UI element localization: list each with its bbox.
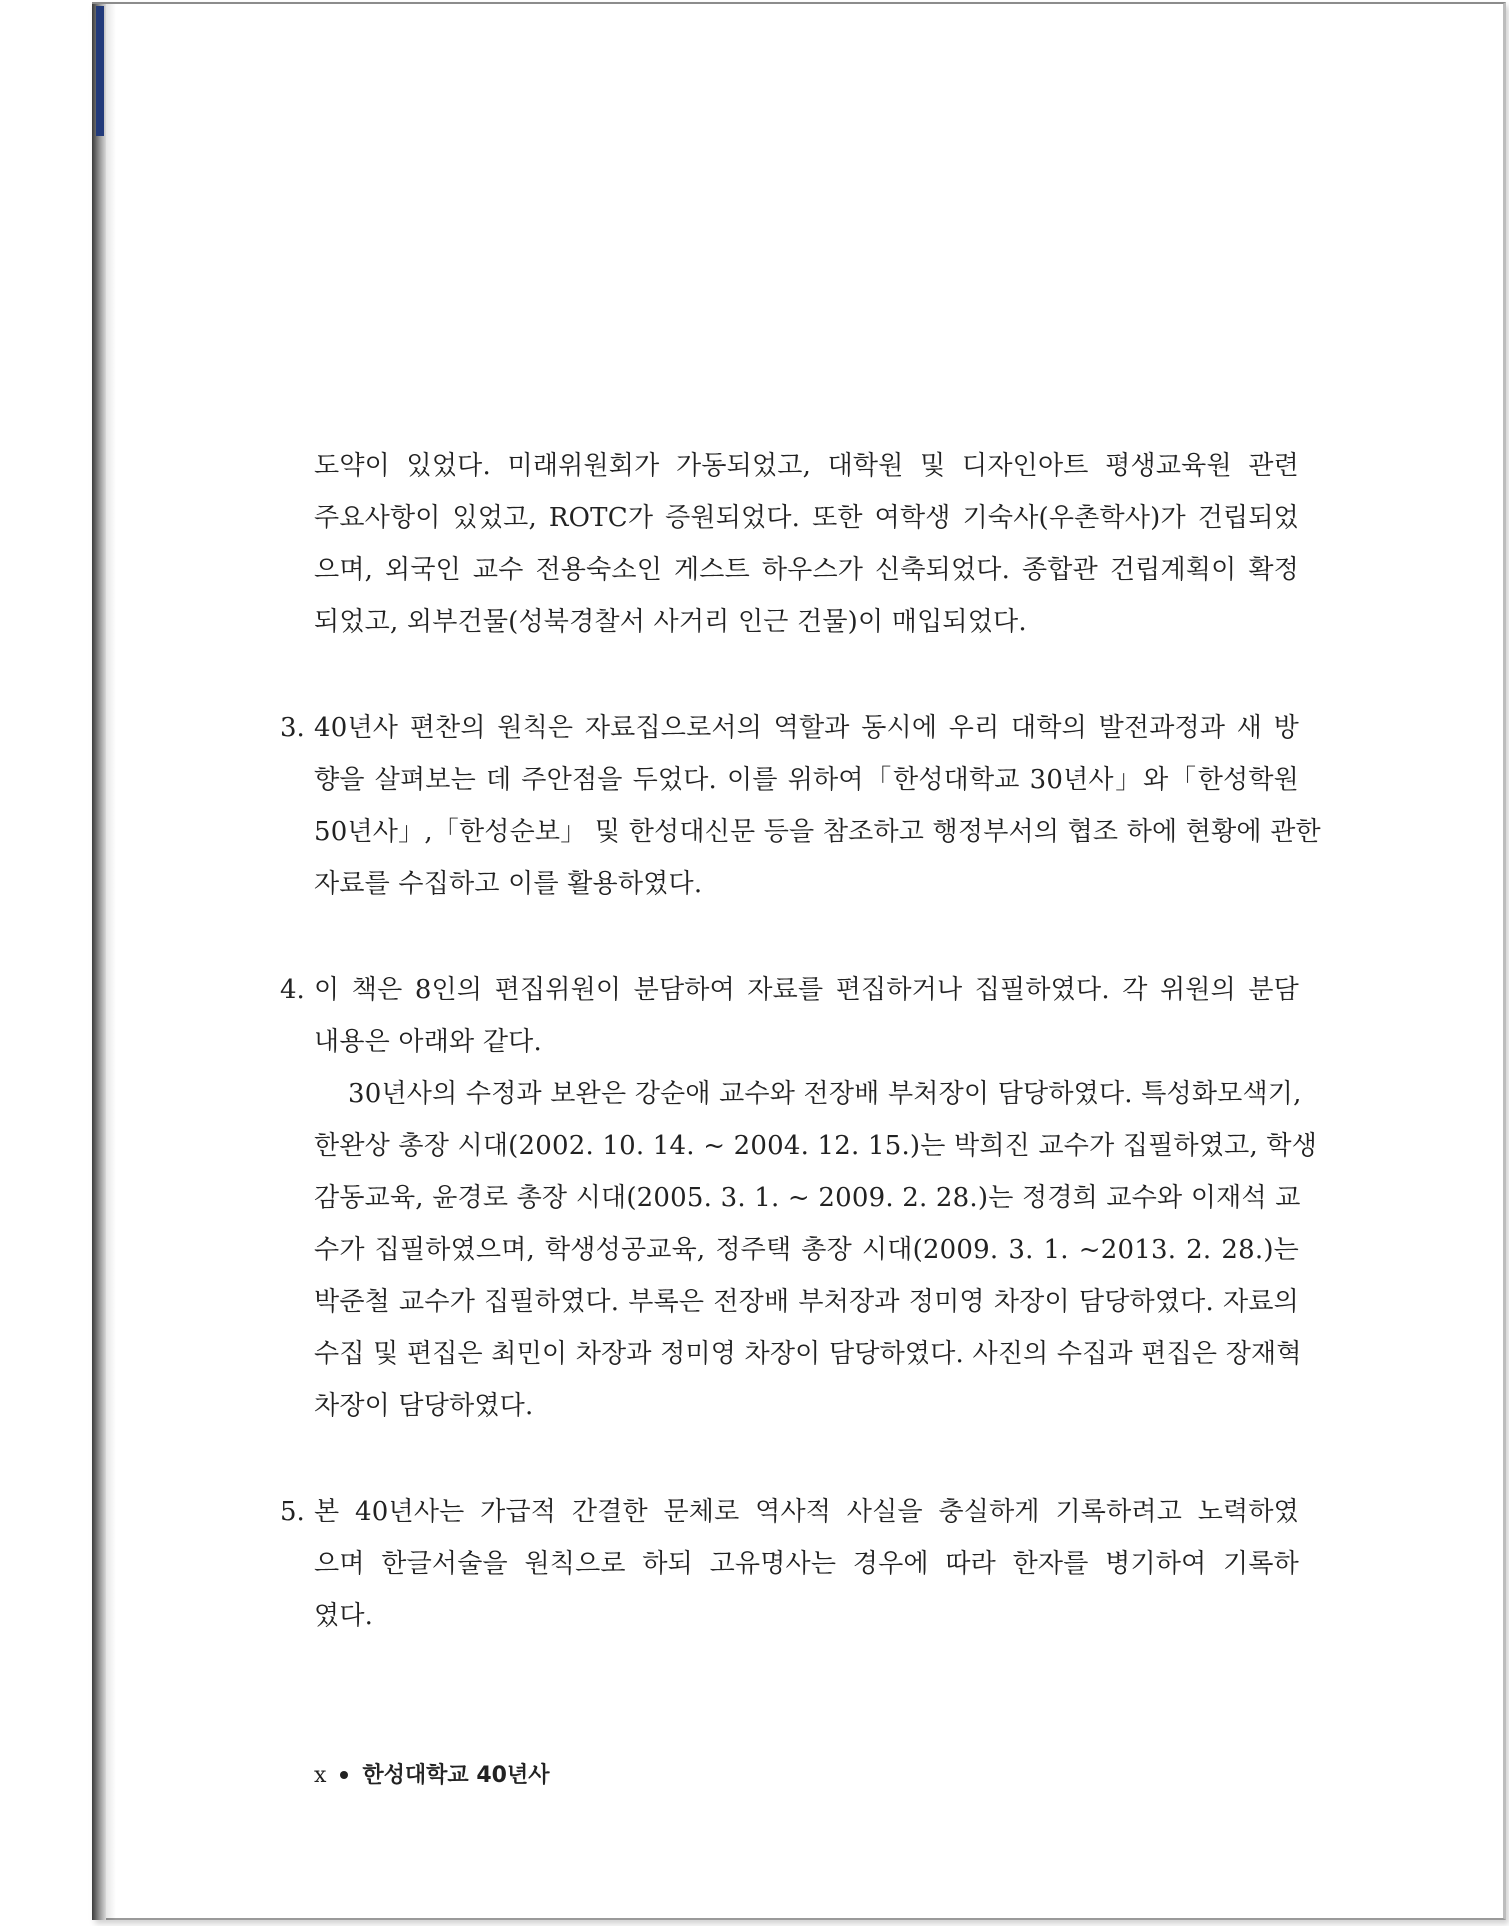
book-spine (92, 4, 106, 1920)
text-line: 30년사의 수정과 보완은 강순애 교수와 전장배 부처장이 담당하였다. 특성화모색기, (348, 1079, 1302, 1109)
sub-paragraph (314, 1068, 1318, 1432)
page-number: x (314, 1763, 327, 1788)
list-item-3 (280, 702, 1321, 910)
text-line: 되었고, 외부건물(성북경찰서 사거리 인근 건물)이 매입되었다. (314, 607, 1027, 637)
text-line: 수가 집필하였으며, 학생성공교육, 정주택 총장 시대(2009. 3. 1. ~2013. 2. 28.)는 (314, 1235, 1299, 1265)
text-line: 50년사」,「한성순보」 및 한성대신문 등을 참조하고 행정부서의 협조 하에 현황에 관한 (314, 817, 1321, 847)
text-line: 였다. (314, 1601, 374, 1631)
text-line: 도약이 있었다. 미래위원회가 가동되었고, 대학원 및 디자인아트 평생교육원 관련 (314, 451, 1299, 481)
text-line: 한완상 총장 시대(2002. 10. 14. ~ 2004. 12. 15.)는 박희진 교수가 집필하였고, 학생 (314, 1131, 1318, 1161)
page-content (280, 440, 1321, 1696)
bullet-icon (340, 1771, 348, 1779)
text-line: 본 40년사는 가급적 간결한 문체로 역사적 사실을 충실하게 기록하려고 노력하였 (314, 1497, 1299, 1527)
text-line: 이 책은 8인의 편집위원이 분담하여 자료를 편집하거나 집필하였다. 각 위원의 분담 (314, 975, 1299, 1005)
text-line: 자료를 수집하고 이를 활용하였다. (314, 869, 703, 899)
text-line: 주요사항이 있었고, ROTC가 증원되었다. 또한 여학생 기숙사(우촌학사)가 건립되었 (314, 503, 1299, 533)
item-number: 5. (280, 1497, 305, 1527)
text-line: 차장이 담당하였다. (314, 1391, 534, 1421)
text-line: 내용은 아래와 같다. (314, 1027, 542, 1057)
spine-color-band (96, 6, 104, 136)
page-footer (314, 1760, 549, 1792)
running-title: 한성대학교 40년사 (362, 1763, 550, 1788)
spine-shadow (106, 4, 116, 1920)
text-line: 향을 살펴보는 데 주안점을 두었다. 이를 위하여「한성대학교 30년사」와「한성학원 (314, 765, 1299, 795)
text-line: 으며, 외국인 교수 전용숙소인 게스트 하우스가 신축되었다. 종합관 건립계획이 확정 (314, 555, 1299, 585)
text-line: 감동교육, 윤경로 총장 시대(2005. 3. 1. ~ 2009. 2. 28.)는 정경희 교수와 이재석 교 (314, 1183, 1301, 1213)
continued-paragraph (314, 440, 1299, 648)
item-number: 3. (280, 713, 305, 743)
text-line: 박준철 교수가 집필하였다. 부록은 전장배 부처장과 정미영 차장이 담당하였다. 자료의 (314, 1287, 1299, 1317)
text-line: 40년사 편찬의 원칙은 자료집으로서의 역할과 동시에 우리 대학의 발전과정과 새 방 (314, 713, 1299, 743)
list-item-4 (280, 964, 1318, 1432)
text-line: 으며 한글서술을 원칙으로 하되 고유명사는 경우에 따라 한자를 병기하여 기록하 (314, 1549, 1299, 1579)
text-line: 수집 및 편집은 최민이 차장과 정미영 차장이 담당하였다. 사진의 수집과 편집은 장재혁 (314, 1339, 1302, 1369)
list-item-5 (280, 1486, 1299, 1642)
item-number: 4. (280, 975, 305, 1005)
